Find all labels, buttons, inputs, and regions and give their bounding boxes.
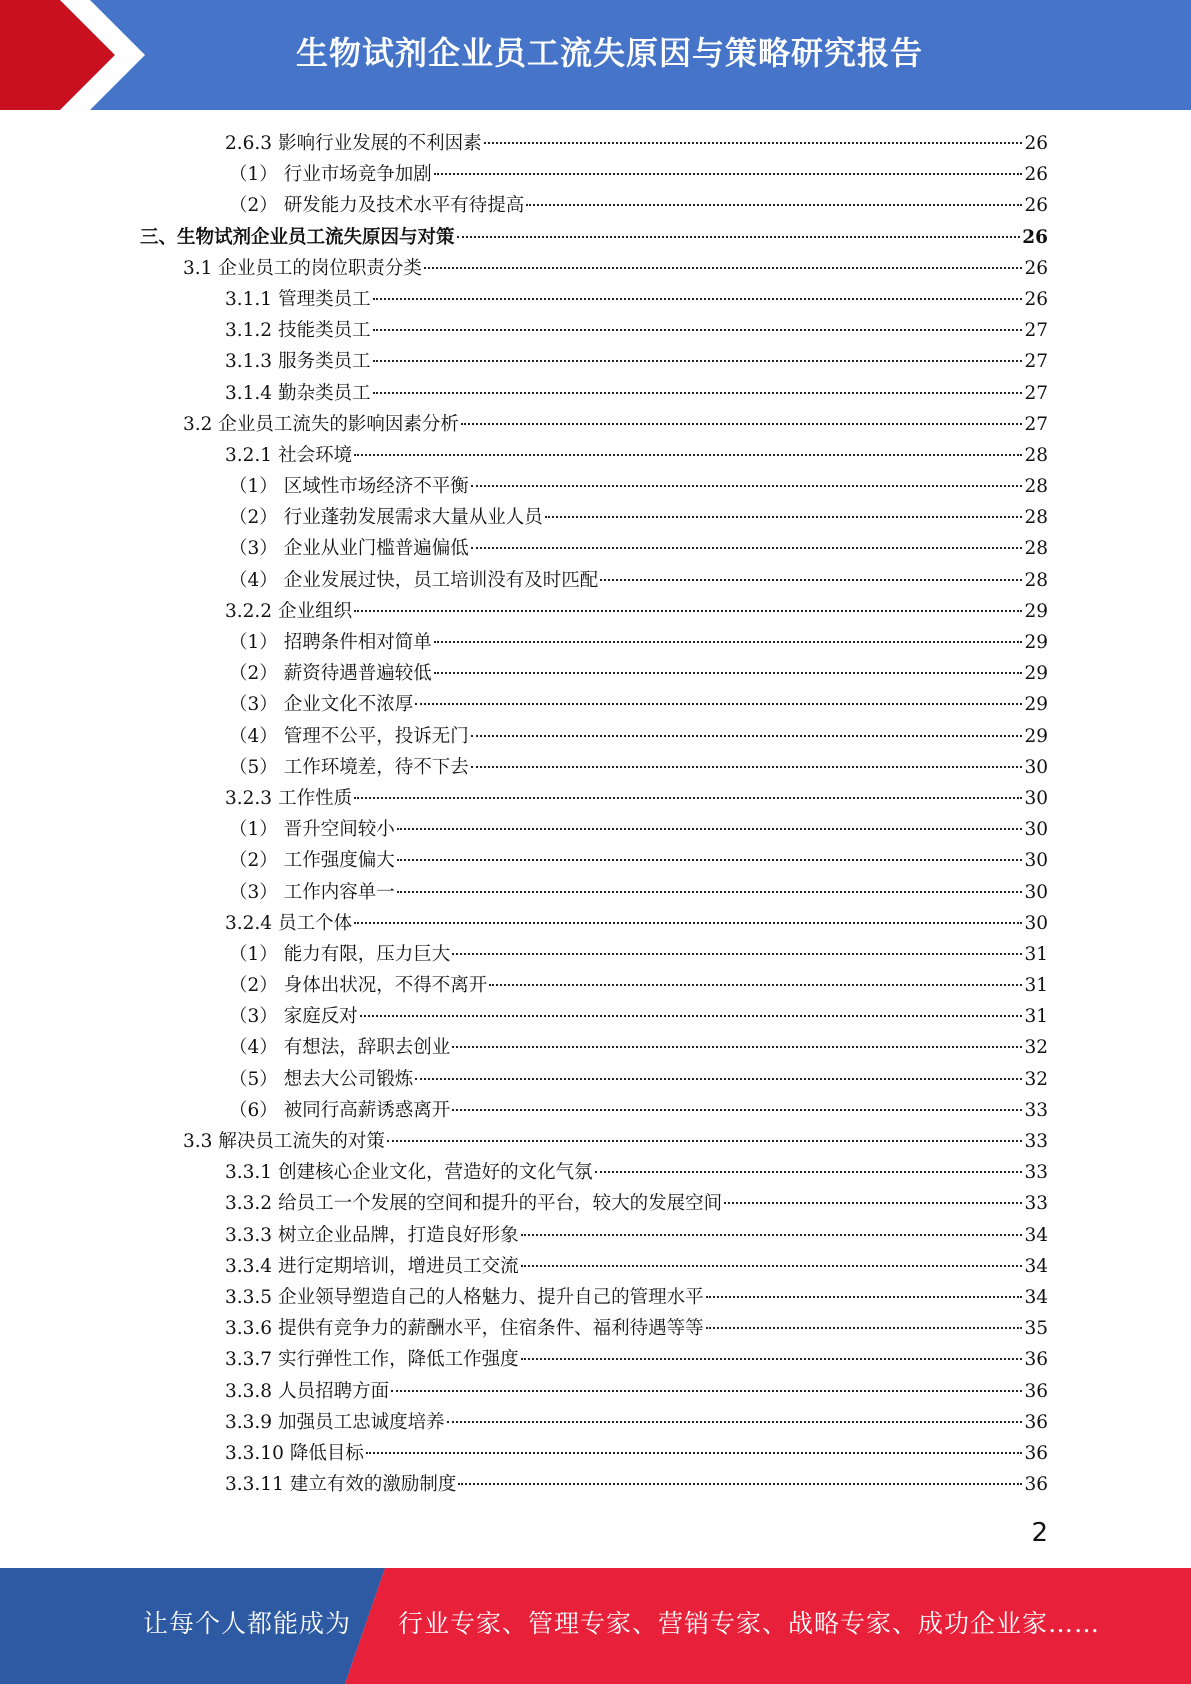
toc-dot-leader — [397, 828, 1023, 830]
toc-entry-page: 27 — [1024, 382, 1048, 404]
toc-entry-number: 3.3 — [183, 1131, 213, 1152]
toc-entry-title: 管理不公平，投诉无门 — [283, 725, 469, 747]
toc-entry[interactable] — [0, 222, 1191, 253]
toc-dot-leader — [471, 766, 1023, 768]
toc-entry-number: （3） — [229, 538, 278, 560]
toc-entry-page: 29 — [1024, 694, 1048, 716]
toc-entry-number: 3.3.9 — [225, 1411, 273, 1433]
toc-entry-number: 3.2.2 — [225, 600, 273, 622]
toc-entry-title: 管理类员工 — [278, 288, 371, 310]
toc-entry-page: 34 — [1024, 1286, 1048, 1308]
toc-entry[interactable] — [0, 1064, 1191, 1095]
toc-dot-leader — [434, 641, 1023, 643]
toc-entry-number: （3） — [229, 694, 278, 716]
toc-entry-page: 30 — [1024, 912, 1048, 934]
toc-entry-page: 26 — [1022, 226, 1048, 248]
toc-entry-page: 29 — [1024, 600, 1048, 622]
toc-entry-page: 30 — [1024, 787, 1048, 809]
toc-entry[interactable] — [0, 658, 1191, 689]
toc-entry[interactable] — [0, 1313, 1191, 1344]
toc-entry-number: （3） — [229, 1006, 278, 1028]
toc-entry[interactable] — [0, 190, 1191, 221]
toc-entry-page: 29 — [1024, 663, 1048, 685]
toc-dot-leader — [415, 703, 1022, 705]
toc-entry-title: 树立企业品牌，打造良好形象 — [278, 1224, 519, 1246]
toc-entry-page: 26 — [1024, 164, 1048, 186]
toc-entry-number: 3.3.10 — [225, 1442, 284, 1464]
toc-entry-title: 想去大公司锻炼 — [283, 1068, 414, 1090]
toc-entry-number: （1） — [229, 819, 278, 841]
toc-dot-leader — [434, 173, 1023, 175]
toc-entry-title: 家庭反对 — [283, 1006, 358, 1028]
toc-entry-number: （2） — [229, 850, 278, 872]
toc-entry-title: 影响行业发展的不利因素 — [278, 133, 482, 154]
toc-dot-leader — [397, 891, 1023, 893]
toc-entry-title: 企业组织 — [278, 600, 353, 622]
toc-entry-number: （2） — [229, 507, 278, 529]
toc-entry-page: 30 — [1024, 881, 1048, 903]
toc-entry[interactable] — [0, 845, 1191, 876]
toc-entry-title: 行业蓬勃发展需求大量从业人员 — [283, 507, 543, 529]
toc-dot-leader — [545, 516, 1023, 518]
toc-entry[interactable] — [0, 1344, 1191, 1375]
toc-entry-number: （5） — [229, 1068, 278, 1090]
toc-dot-leader — [706, 1327, 1023, 1329]
toc-entry-page: 33 — [1024, 1131, 1048, 1152]
toc-entry-page: 27 — [1024, 413, 1048, 435]
toc-entry-title: 生物试剂企业员工流失原因与对策 — [177, 226, 455, 248]
toc-entry-page: 33 — [1024, 1099, 1048, 1121]
toc-entry-page: 31 — [1024, 943, 1048, 965]
toc-dot-leader — [521, 1234, 1023, 1236]
toc-dot-leader — [387, 1140, 1023, 1142]
toc-entry-page: 28 — [1024, 538, 1048, 560]
toc-entry-page: 36 — [1024, 1474, 1048, 1496]
table-of-contents — [0, 128, 1191, 1500]
toc-entry-page: 28 — [1024, 476, 1048, 498]
toc-entry[interactable] — [0, 1407, 1191, 1438]
toc-entry-title: 加强员工忠诚度培养 — [278, 1411, 445, 1433]
toc-entry[interactable] — [0, 1001, 1191, 1032]
toc-dot-leader — [600, 579, 1022, 581]
toc-entry-number: 3.1.2 — [225, 320, 273, 342]
toc-entry-page: 26 — [1024, 257, 1048, 279]
toc-entry-number: 3.1.4 — [225, 382, 273, 404]
toc-entry-number: （4） — [229, 569, 278, 591]
toc-entry-title: 企业领导塑造自己的人格魅力、提升自己的管理水平 — [278, 1286, 704, 1308]
toc-dot-leader — [354, 797, 1022, 799]
toc-entry[interactable] — [0, 596, 1191, 627]
toc-entry-page: 36 — [1024, 1442, 1048, 1464]
toc-entry-title: 社会环境 — [278, 444, 353, 466]
toc-entry[interactable] — [0, 1376, 1191, 1407]
toc-dot-leader — [434, 672, 1023, 674]
toc-entry-title: 员工个体 — [278, 912, 353, 934]
toc-entry-page: 28 — [1024, 444, 1048, 466]
toc-entry-number: （3） — [229, 881, 278, 903]
toc-entry-number: 3.3.2 — [225, 1193, 273, 1215]
toc-entry[interactable] — [0, 752, 1191, 783]
toc-entry[interactable] — [0, 721, 1191, 752]
page-footer — [0, 1568, 1191, 1684]
toc-dot-leader — [424, 267, 1023, 269]
toc-entry-page: 26 — [1024, 195, 1048, 217]
toc-entry-page: 34 — [1024, 1224, 1048, 1246]
toc-entry-number: 3.2.3 — [225, 787, 273, 809]
toc-dot-leader — [366, 1452, 1023, 1454]
toc-entry-page: 32 — [1024, 1068, 1048, 1090]
toc-entry-title: 实行弹性工作，降低工作强度 — [278, 1349, 519, 1371]
toc-entry[interactable] — [0, 346, 1191, 377]
toc-entry[interactable] — [0, 1438, 1191, 1469]
toc-entry-title: 工作环境差，待不下去 — [283, 756, 469, 778]
toc-entry-title: 有想法，辞职去创业 — [283, 1037, 451, 1059]
toc-entry-page: 35 — [1024, 1318, 1048, 1340]
toc-entry-number: （2） — [229, 975, 278, 997]
toc-entry-page: 31 — [1024, 975, 1048, 997]
toc-entry-title: 企业员工的岗位职责分类 — [218, 257, 422, 279]
toc-dot-leader — [391, 1390, 1022, 1392]
footer-slogan-right: 行业专家、管理专家、营销专家、战略专家、成功企业家…… — [398, 1609, 1101, 1638]
toc-entry-number: 3.1 — [183, 257, 213, 279]
toc-entry-title: 招聘条件相对简单 — [283, 632, 432, 653]
toc-entry-title: 薪资待遇普遍较低 — [283, 663, 432, 685]
toc-entry[interactable] — [0, 1282, 1191, 1313]
toc-entry-number: 2.6.3 — [225, 133, 273, 154]
toc-entry-number: （5） — [229, 756, 278, 778]
toc-entry-title: 提供有竞争力的薪酬水平，住宿条件、福利待遇等等 — [278, 1318, 704, 1340]
toc-dot-leader — [457, 236, 1021, 238]
toc-entry-page: 33 — [1024, 1193, 1048, 1215]
toc-entry-page: 31 — [1024, 1006, 1048, 1028]
toc-entry-title: 服务类员工 — [278, 351, 371, 373]
toc-entry[interactable] — [0, 565, 1191, 596]
toc-entry-number: 3.3.3 — [225, 1224, 273, 1246]
toc-entry-title: 给员工一个发展的空间和提升的平台，较大的发展空间 — [278, 1193, 723, 1215]
toc-entry-title: 勤杂类员工 — [278, 382, 371, 404]
toc-entry-page: 28 — [1024, 569, 1048, 591]
toc-entry-title: 企业文化不浓厚 — [283, 694, 414, 716]
toc-entry-number: 3.2 — [183, 413, 213, 435]
toc-entry[interactable] — [0, 409, 1191, 440]
toc-entry-number: （2） — [229, 195, 278, 217]
toc-entry-page: 30 — [1024, 756, 1048, 778]
toc-entry[interactable] — [0, 284, 1191, 315]
toc-entry-number: 3.3.4 — [225, 1255, 273, 1277]
toc-entry-page: 29 — [1024, 632, 1048, 653]
toc-entry-page: 36 — [1024, 1380, 1048, 1402]
toc-dot-leader — [397, 859, 1023, 861]
toc-entry-number: （2） — [229, 663, 278, 685]
toc-entry-title: 建立有效的激励制度 — [289, 1474, 457, 1496]
toc-dot-leader — [471, 735, 1023, 737]
toc-entry-title: 进行定期培训，增进员工交流 — [278, 1255, 519, 1277]
toc-dot-leader — [354, 922, 1022, 924]
toc-entry-title: 行业市场竞争加剧 — [283, 164, 432, 186]
toc-entry-number: （4） — [229, 725, 278, 747]
toc-entry[interactable] — [0, 159, 1191, 190]
toc-entry-title: 人员招聘方面 — [278, 1380, 390, 1402]
toc-entry-number: 3.1.1 — [225, 288, 273, 310]
toc-entry-title: 被同行高薪诱惑离开 — [283, 1099, 451, 1121]
toc-dot-leader — [373, 360, 1023, 362]
page-number: 2 — [1031, 1518, 1048, 1548]
toc-entry-page: 27 — [1024, 351, 1048, 373]
toc-entry-page: 27 — [1024, 320, 1048, 342]
toc-entry-page: 30 — [1024, 850, 1048, 872]
toc-entry[interactable] — [0, 1032, 1191, 1063]
toc-entry-page: 28 — [1024, 507, 1048, 529]
toc-entry-title: 能力有限，压力巨大 — [283, 943, 451, 965]
toc-dot-leader — [521, 1358, 1023, 1360]
toc-entry[interactable] — [0, 502, 1191, 533]
toc-entry-page: 30 — [1024, 819, 1048, 841]
footer-slogan-left: 让每个人都能成为 — [143, 1609, 352, 1638]
toc-entry[interactable] — [0, 1469, 1191, 1500]
toc-entry[interactable] — [0, 1126, 1191, 1157]
toc-entry-number: 3.3.11 — [225, 1474, 284, 1496]
toc-entry-title: 降低目标 — [289, 1442, 364, 1464]
toc-dot-leader — [724, 1202, 1022, 1204]
toc-entry[interactable] — [0, 908, 1191, 939]
toc-entry-number: 3.3.1 — [225, 1162, 273, 1184]
toc-entry-title: 身体出状况，不得不离开 — [283, 975, 488, 997]
toc-entry-page: 29 — [1024, 725, 1048, 747]
toc-entry-number: （4） — [229, 1037, 278, 1059]
toc-dot-leader — [461, 423, 1023, 425]
toc-entry-number: （1） — [229, 164, 278, 186]
toc-dot-leader — [452, 953, 1022, 955]
toc-dot-leader — [452, 1046, 1022, 1048]
toc-dot-leader — [452, 1109, 1022, 1111]
toc-dot-leader — [354, 610, 1022, 612]
toc-entry[interactable] — [0, 1188, 1191, 1219]
toc-entry-number: 3.3.8 — [225, 1380, 273, 1402]
toc-entry[interactable] — [0, 533, 1191, 564]
toc-entry-title: 解决员工流失的对策 — [218, 1131, 385, 1152]
toc-entry-page: 26 — [1024, 133, 1048, 154]
toc-entry[interactable] — [0, 1220, 1191, 1251]
toc-dot-leader — [521, 1265, 1023, 1267]
toc-entry-number: 3.3.7 — [225, 1349, 273, 1371]
toc-entry[interactable] — [0, 1251, 1191, 1282]
toc-dot-leader — [373, 329, 1023, 331]
toc-entry[interactable] — [0, 253, 1191, 284]
toc-dot-leader — [447, 1421, 1023, 1423]
toc-entry[interactable] — [0, 128, 1191, 159]
toc-entry[interactable] — [0, 1095, 1191, 1126]
document-title: 生物试剂企业员工流失原因与策略研究报告 — [295, 34, 923, 72]
page-header — [0, 0, 1191, 110]
toc-entry[interactable] — [0, 877, 1191, 908]
toc-entry[interactable] — [0, 440, 1191, 471]
toc-entry-title: 企业从业门槛普遍偏低 — [283, 538, 469, 560]
toc-dot-leader — [471, 547, 1023, 549]
toc-entry-page: 36 — [1024, 1411, 1048, 1433]
toc-entry[interactable] — [0, 1157, 1191, 1188]
toc-dot-leader — [354, 454, 1022, 456]
toc-entry-title: 工作强度偏大 — [283, 850, 395, 872]
toc-entry[interactable] — [0, 783, 1191, 814]
toc-entry-title: 企业员工流失的影响因素分析 — [218, 413, 459, 435]
toc-entry[interactable] — [0, 970, 1191, 1001]
toc-entry-page: 33 — [1024, 1162, 1048, 1184]
toc-entry[interactable] — [0, 689, 1191, 720]
toc-entry-number: 3.2.4 — [225, 912, 273, 934]
toc-dot-leader — [526, 204, 1022, 206]
toc-entry[interactable] — [0, 627, 1191, 658]
toc-entry[interactable] — [0, 378, 1191, 409]
toc-dot-leader — [706, 1296, 1023, 1298]
toc-entry-number: 三、 — [140, 226, 178, 248]
toc-dot-leader — [458, 1483, 1022, 1485]
toc-entry-title: 工作内容单一 — [283, 881, 395, 903]
toc-entry-number: （6） — [229, 1099, 278, 1121]
toc-entry[interactable] — [0, 471, 1191, 502]
toc-entry-title: 研发能力及技术水平有待提高 — [283, 195, 525, 217]
toc-entry-number: （1） — [229, 476, 278, 498]
toc-entry[interactable] — [0, 939, 1191, 970]
toc-entry-number: （1） — [229, 632, 278, 653]
toc-entry-title: 技能类员工 — [278, 320, 371, 342]
toc-dot-leader — [595, 1171, 1023, 1173]
toc-dot-leader — [373, 298, 1023, 300]
toc-dot-leader — [360, 1015, 1023, 1017]
toc-entry-title: 企业发展过快，员工培训没有及时匹配 — [283, 569, 599, 591]
toc-dot-leader — [471, 485, 1023, 487]
toc-entry[interactable] — [0, 315, 1191, 346]
toc-entry-number: （1） — [229, 943, 278, 965]
toc-entry-page: 32 — [1024, 1037, 1048, 1059]
toc-dot-leader — [415, 1078, 1022, 1080]
toc-entry-number: 3.2.1 — [225, 444, 273, 466]
toc-dot-leader — [484, 142, 1023, 144]
toc-entry-title: 晋升空间较小 — [283, 819, 395, 841]
toc-entry-number: 3.3.6 — [225, 1318, 273, 1340]
toc-dot-leader — [489, 984, 1022, 986]
toc-entry-title: 工作性质 — [278, 787, 353, 809]
toc-entry[interactable] — [0, 814, 1191, 845]
toc-entry-page: 36 — [1024, 1349, 1048, 1371]
toc-entry-title: 创建核心企业文化，营造好的文化气氛 — [278, 1162, 593, 1184]
toc-entry-number: 3.1.3 — [225, 351, 273, 373]
toc-entry-page: 26 — [1024, 288, 1048, 310]
toc-entry-page: 34 — [1024, 1255, 1048, 1277]
toc-dot-leader — [373, 392, 1023, 394]
toc-entry-number: 3.3.5 — [225, 1286, 273, 1308]
toc-entry-title: 区域性市场经济不平衡 — [283, 476, 469, 498]
